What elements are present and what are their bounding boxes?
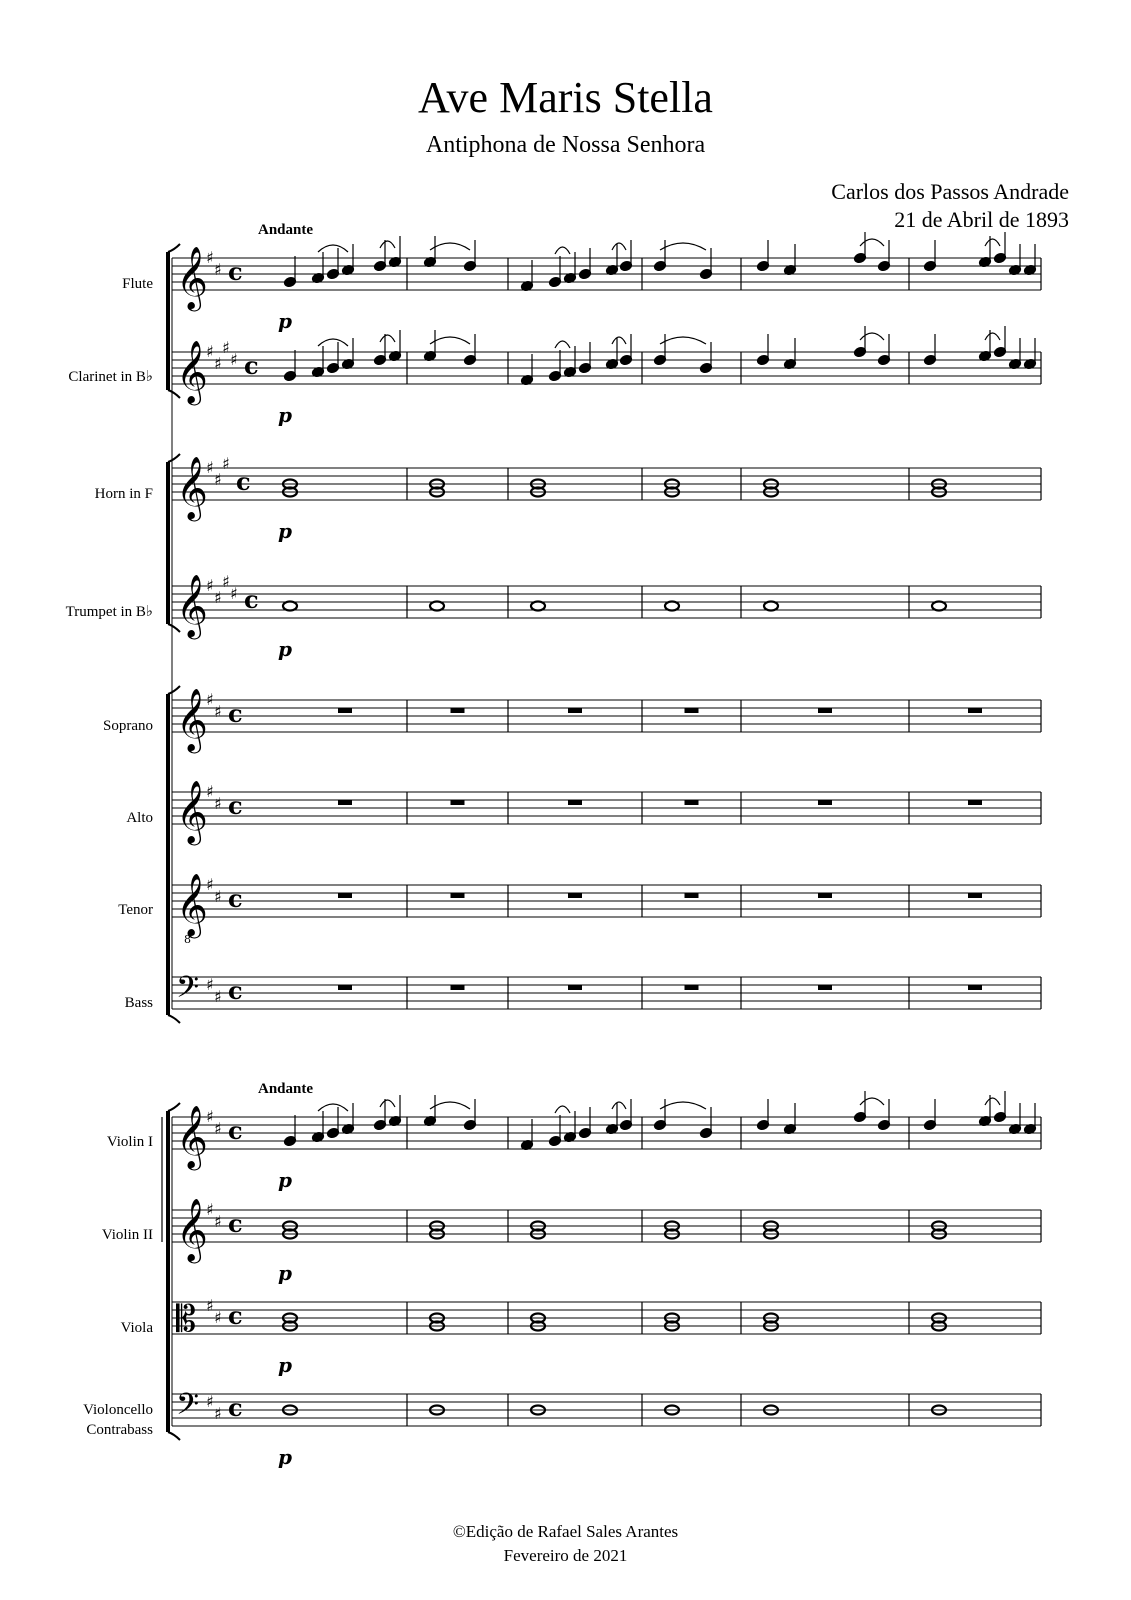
octave-8-icon: 8 [184, 933, 191, 946]
slur [380, 335, 395, 342]
sharp-icon: ♯ [206, 782, 214, 801]
whole-rest [451, 893, 465, 898]
sharp-icon: ♯ [214, 470, 222, 489]
whole-rest [338, 893, 352, 898]
slur [660, 337, 706, 344]
footer-date: Fevereiro de 2021 [503, 1546, 628, 1565]
slur [430, 337, 470, 344]
dynamic-marking: p [278, 309, 292, 333]
dynamic-marking: p [278, 1261, 292, 1285]
whole-rest [451, 708, 465, 713]
slur [318, 245, 348, 252]
whole-rest [568, 800, 582, 805]
whole-rest [685, 893, 699, 898]
alto-clef-icon: 𝄡 [176, 1299, 197, 1340]
staff-group [172, 232, 1041, 1469]
dynamic-marking: p [278, 1353, 292, 1377]
sharp-icon: ♯ [214, 794, 222, 813]
staff-1 [172, 232, 1041, 333]
whole-rest [451, 800, 465, 805]
instrument-label-flute: Flute [122, 276, 153, 292]
instrument-label-bass: Bass [124, 995, 153, 1011]
sharp-icon: ♯ [214, 1308, 222, 1327]
staff-2 [172, 326, 1041, 427]
dynamic-marking: p [278, 519, 292, 543]
dynamic-marking: p [278, 1445, 292, 1469]
common-time-icon: c [228, 1393, 243, 1422]
sharp-icon: ♯ [230, 584, 238, 603]
whole-rest [685, 708, 699, 713]
instrument-label-cello: Violoncello [83, 1402, 153, 1418]
staff-5 [172, 688, 1041, 754]
composer-name: Carlos dos Passos Andrade [831, 179, 1069, 204]
treble-clef-icon: 𝄞 [176, 246, 208, 309]
treble-clef-icon: 𝄞 [176, 1198, 208, 1261]
tempo-marking-strings: Andante [258, 1081, 314, 1097]
common-time-icon: c [228, 1301, 243, 1330]
instrument-label-tenor: Tenor [118, 902, 153, 918]
staff-6 [172, 780, 1041, 846]
sharp-icon: ♯ [214, 702, 222, 721]
common-time-icon: c [236, 467, 251, 496]
sharp-icon: ♯ [222, 338, 230, 357]
whole-rest [685, 800, 699, 805]
whole-note [665, 602, 679, 611]
whole-rest [818, 893, 832, 898]
instrument-label-viola: Viola [120, 1320, 153, 1336]
treble-clef-icon: 𝄞 [176, 1105, 208, 1168]
whole-rest [338, 800, 352, 805]
whole-note [932, 602, 946, 611]
whole-rest [568, 985, 582, 990]
common-time-icon: c [228, 1209, 243, 1238]
sharp-icon: ♯ [214, 260, 222, 279]
treble-clef-icon: 𝄞 [176, 688, 208, 751]
treble-clef-icon: 𝄞 [176, 574, 208, 637]
slur [430, 243, 470, 250]
sharp-icon: ♯ [214, 987, 222, 1006]
common-time-icon: c [228, 976, 243, 1005]
whole-rest [968, 985, 982, 990]
bracket-bottom [168, 1432, 180, 1440]
slur [660, 243, 706, 250]
slur [430, 1102, 470, 1109]
whole-rest [451, 985, 465, 990]
instrument-label-horn: Horn in F [94, 486, 153, 502]
common-time-icon: c [244, 585, 259, 614]
sharp-icon: ♯ [214, 588, 222, 607]
sharp-icon: ♯ [214, 354, 222, 373]
whole-note [283, 602, 297, 611]
sharp-icon: ♯ [206, 1200, 214, 1219]
treble-clef-icon: 𝄞 [176, 456, 208, 519]
bracket-bottom [168, 1015, 180, 1023]
sharp-icon: ♯ [206, 1296, 214, 1315]
slur [860, 1098, 884, 1105]
slur [612, 337, 626, 344]
slur [318, 1104, 348, 1111]
instrument-label-violin-2: Violin II [101, 1227, 153, 1243]
sharp-icon: ♯ [206, 248, 214, 267]
staff-4 [172, 572, 1041, 661]
slur [380, 1100, 395, 1107]
slur [985, 1098, 1000, 1105]
bass-clef-icon: 𝄢 [176, 971, 200, 1012]
dynamic-marking: p [278, 403, 292, 427]
staff-11 [172, 1296, 1041, 1377]
slur [860, 239, 884, 246]
slur [612, 1102, 626, 1109]
instrument-label-contrabass: Contrabass [86, 1422, 153, 1438]
slur [380, 241, 395, 248]
whole-note [764, 602, 778, 611]
slur [555, 247, 570, 254]
instrument-label-alto: Alto [126, 810, 153, 826]
whole-rest [568, 893, 582, 898]
slur [612, 243, 626, 250]
sharp-icon: ♯ [206, 1392, 214, 1411]
sharp-icon: ♯ [206, 690, 214, 709]
sharp-icon: ♯ [206, 342, 214, 361]
common-time-icon: c [228, 884, 243, 913]
slur [660, 1102, 706, 1109]
composition-date: 21 de Abril de 1893 [894, 207, 1069, 232]
whole-rest [338, 708, 352, 713]
bass-clef-icon: 𝄢 [176, 1388, 200, 1429]
common-time-icon: c [228, 257, 243, 286]
staff-8 [172, 971, 1041, 1012]
slur [860, 333, 884, 340]
common-time-icon: c [228, 791, 243, 820]
common-time-icon: c [228, 699, 243, 728]
footer-edition: ©Edição de Rafael Sales Arantes [452, 1522, 679, 1541]
sharp-icon: ♯ [222, 572, 230, 591]
tempo-marking-winds: Andante [258, 222, 314, 238]
sharp-icon: ♯ [206, 975, 214, 994]
score-title: Ave Maris Stella [418, 73, 713, 122]
slur [985, 239, 1000, 246]
dynamic-marking: p [278, 637, 292, 661]
staff-7 [172, 873, 1041, 946]
whole-rest [968, 893, 982, 898]
sharp-icon: ♯ [214, 1119, 222, 1138]
common-time-icon: c [228, 1116, 243, 1145]
sharp-icon: ♯ [214, 1404, 222, 1423]
common-time-icon: c [244, 351, 259, 380]
instrument-label-soprano: Soprano [103, 718, 153, 734]
slur [318, 339, 348, 346]
whole-note [430, 602, 444, 611]
instrument-label-trumpet: Trumpet in B♭ [65, 604, 153, 620]
slur [555, 1106, 570, 1113]
staff-3 [172, 454, 1041, 543]
whole-rest [818, 985, 832, 990]
footer [0, 1520, 1131, 1568]
whole-rest [338, 985, 352, 990]
sharp-icon: ♯ [222, 454, 230, 473]
staff-12 [172, 1388, 1041, 1469]
whole-rest [818, 800, 832, 805]
whole-note [531, 602, 545, 611]
instrument-label-violin-1: Violin I [106, 1134, 153, 1150]
sharp-icon: ♯ [206, 576, 214, 595]
staff-9 [172, 1091, 1041, 1192]
slur [985, 333, 1000, 340]
dynamic-marking: p [278, 1168, 292, 1192]
whole-rest [818, 708, 832, 713]
staff-10 [172, 1198, 1041, 1285]
treble-clef-icon: 𝄞 [176, 780, 208, 843]
treble-clef-icon: 𝄞 [176, 340, 208, 403]
sharp-icon: ♯ [214, 887, 222, 906]
sharp-icon: ♯ [206, 1107, 214, 1126]
whole-rest [568, 708, 582, 713]
sharp-icon: ♯ [214, 1212, 222, 1231]
whole-rest [685, 985, 699, 990]
sharp-icon: ♯ [206, 875, 214, 894]
sharp-icon: ♯ [206, 458, 214, 477]
whole-rest [968, 800, 982, 805]
treble-clef-icon: 𝄞 [176, 873, 208, 936]
whole-rest [968, 708, 982, 713]
sharp-icon: ♯ [230, 350, 238, 369]
instrument-label-clarinet: Clarinet in B♭ [68, 369, 153, 385]
slur [555, 341, 570, 348]
score-subtitle: Antiphona de Nossa Senhora [425, 132, 706, 158]
